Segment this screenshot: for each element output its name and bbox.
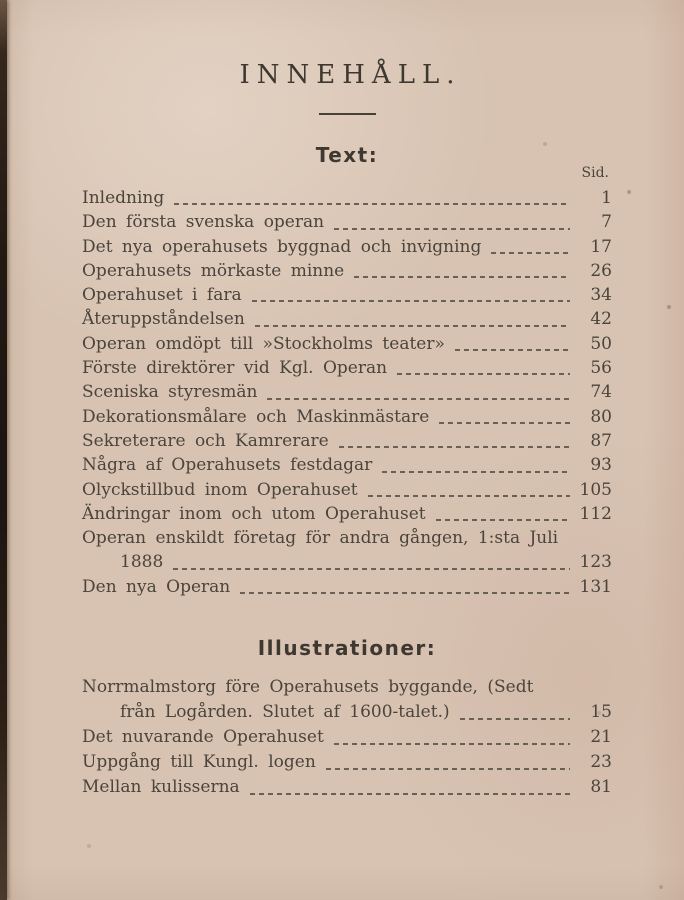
title-divider — [319, 113, 376, 115]
dotted-leader — [326, 767, 570, 770]
toc-page-number: 74 — [590, 382, 612, 403]
toc-page-number: 21 — [590, 727, 612, 748]
dotted-leader — [250, 792, 570, 795]
toc-entry — [82, 332, 612, 356]
toc-entry — [82, 405, 612, 429]
table-of-contents — [82, 0, 612, 800]
toc-page-number: 17 — [590, 236, 612, 257]
toc-entry-title: Återuppståndelsen — [82, 309, 245, 330]
toc-page-number: 93 — [590, 455, 612, 476]
dotted-leader — [334, 227, 570, 230]
toc-page-number: 80 — [590, 406, 612, 427]
toc-entry-title: från Logården. Slutet af 1600-talet.) — [120, 702, 450, 723]
toc-entry-title: Sceniska styresmän — [82, 382, 258, 403]
toc-entry — [82, 700, 612, 725]
toc-entry-title: Operan enskildt företag för andra gången, 1:sta Juli — [82, 528, 559, 549]
toc-entry — [82, 186, 612, 210]
dotted-leader — [255, 324, 570, 327]
toc-entry-title: Den nya Operan — [82, 576, 231, 597]
toc-entry — [82, 235, 612, 259]
dotted-leader — [252, 299, 570, 302]
toc-entry — [82, 259, 612, 283]
dotted-leader — [334, 742, 570, 745]
toc-entry — [82, 380, 612, 404]
toc-entry-title: Förste direktörer vid Kgl. Operan — [82, 358, 388, 379]
toc-entry-title: Operahuset i fara — [82, 285, 242, 306]
toc-page-number: 42 — [590, 309, 612, 330]
toc-entry-title: Olyckstillbud inom Operahuset — [82, 479, 358, 500]
toc-entry — [82, 775, 612, 800]
dotted-leader — [173, 567, 570, 570]
toc-page-number: 34 — [590, 285, 612, 306]
toc-page-number: 56 — [590, 358, 612, 379]
page-column-header: Sid. — [581, 165, 609, 181]
toc-page-number: 112 — [579, 503, 612, 524]
section-heading: Illustrationer: — [257, 636, 437, 661]
toc-entry-title: Sekreterare och Kamrerare — [82, 430, 329, 451]
toc-entry-title: 1888 — [120, 552, 164, 573]
toc-page-number: 15 — [590, 702, 612, 723]
toc-entry-title: Operan omdöpt till »Stockholms teater» — [82, 333, 445, 354]
toc-rows — [82, 186, 612, 599]
toc-entry — [82, 750, 612, 775]
dotted-leader — [460, 717, 570, 720]
dotted-leader — [267, 397, 570, 400]
toc-page-number: 105 — [579, 479, 612, 500]
toc-page-number: 123 — [579, 552, 612, 573]
toc-page-number: 23 — [590, 752, 612, 773]
section-heading: Text: — [315, 143, 379, 167]
toc-section-illustrationer-section — [82, 635, 612, 800]
dotted-leader — [397, 372, 570, 375]
toc-entry — [82, 356, 612, 380]
dotted-leader — [240, 591, 570, 594]
toc-entry — [82, 307, 612, 331]
dotted-leader — [439, 421, 570, 424]
toc-page-number: 1 — [601, 188, 612, 208]
toc-entry — [82, 429, 612, 453]
toc-page-number: 7 — [601, 212, 612, 233]
toc-entry-title: Det nya operahusets byggnad och invigning — [82, 236, 482, 257]
toc-sections — [82, 142, 612, 800]
toc-rows — [82, 675, 612, 800]
toc-entry — [82, 210, 612, 234]
dotted-leader — [382, 470, 570, 473]
toc-entry-title: Den första svenska operan — [82, 212, 325, 233]
toc-section-text-section — [82, 142, 612, 599]
toc-entry-title: Inledning — [82, 188, 165, 208]
toc-entry-title: Uppgång till Kungl. logen — [82, 752, 316, 773]
toc-entry-title: Dekorationsmålare och Maskinmästare — [82, 406, 430, 427]
toc-entry-title: Ändringar inom och utom Operahuset — [82, 503, 426, 524]
dotted-leader — [436, 518, 570, 521]
toc-page-number: 50 — [590, 333, 612, 354]
dotted-leader — [174, 202, 570, 205]
toc-entry-title: Det nuvarande Operahuset — [82, 727, 324, 748]
toc-entry — [82, 502, 612, 526]
toc-entry — [82, 575, 612, 599]
toc-entry-title: Norrmalmstorg före Operahusets byggande, (Sedt — [82, 677, 534, 698]
toc-entry — [82, 453, 612, 477]
toc-page-number: 131 — [579, 576, 612, 597]
toc-entry-title: Mellan kulisserna — [82, 777, 240, 798]
dotted-leader — [491, 251, 570, 254]
toc-page-number: 81 — [590, 777, 612, 798]
toc-entry — [82, 725, 612, 750]
page-title: INNEHÅLL. — [239, 60, 462, 90]
dotted-leader — [354, 275, 570, 278]
toc-entry — [82, 478, 612, 502]
dotted-leader — [339, 445, 570, 448]
toc-entry — [82, 526, 612, 550]
toc-entry-title: Operahusets mörkaste minne — [82, 260, 345, 281]
paper-specks — [0, 0, 2, 2]
toc-entry — [82, 283, 612, 307]
toc-entry — [82, 550, 612, 574]
page-left-edge-shadow — [0, 0, 7, 900]
dotted-leader — [368, 494, 570, 497]
toc-page-number: 87 — [590, 430, 612, 451]
dotted-leader — [455, 348, 570, 351]
toc-entry-title: Några af Operahusets festdagar — [82, 455, 373, 476]
toc-page-number: 26 — [590, 260, 612, 281]
toc-entry — [82, 675, 612, 700]
